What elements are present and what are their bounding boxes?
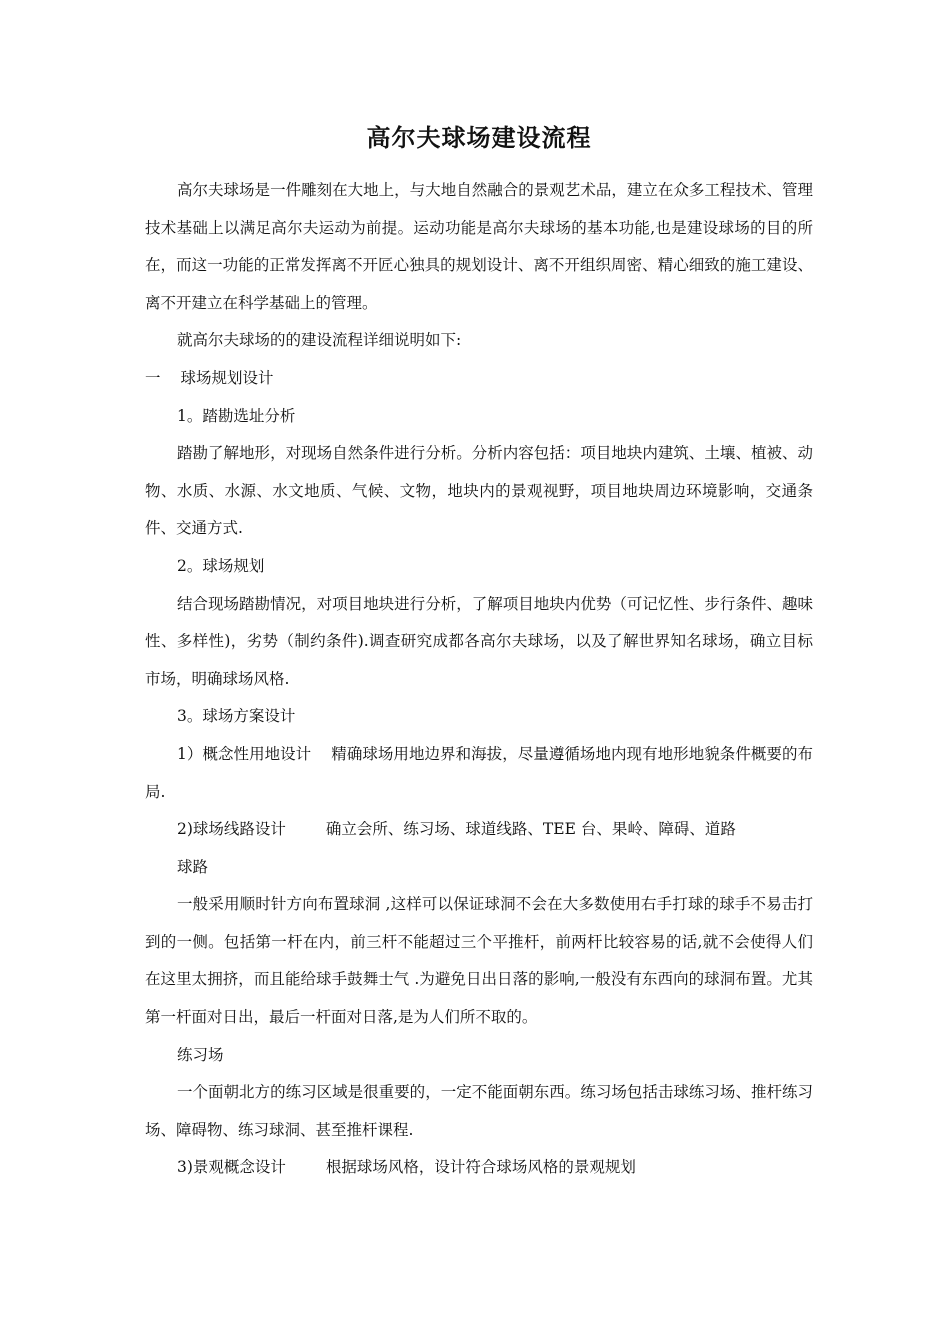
item-1-text: 精确球场用地边界和海拔，尽量遵循场地内现有地形地貌条件概要的布局. [145, 744, 813, 801]
section-number: 一 [145, 368, 161, 387]
subsection-1-body: 踏勘了解地形，对现场自然条件进行分析。分析内容包括：项目地块内建筑、土壤、植被、动物、水质、水源、水文地质、气候、文物，地块内的景观视野，项目地块周边环境影响，交通条件、交通方式. [145, 444, 813, 538]
item-3-text: 根据球场风格，设计符合球场风格的景观规划 [325, 1158, 636, 1177]
subsection-2-body: 结合现场踏勘情况，对项目地块进行分析，了解项目地块内优势（可记忆性、步行条件、趣味性、多样性)，劣势（制约条件).调查研究成都各高尔夫球场，以及了解世界知名球场，确立目标市场，明确球场风格. [145, 594, 813, 688]
item-3-label: 3)景观概念设计 [177, 1158, 286, 1177]
document-title: 高尔夫球场建设流程 [366, 123, 592, 152]
subsection-3-title: 3。球场方案设计 [177, 707, 296, 726]
item-2-text: 确立会所、练习场、球道线路、TEE 台、果岭、障碍、道路 [325, 820, 736, 839]
item-2-body: 一般采用顺时针方向布置球洞 ,这样可以保证球洞不会在大多数使用右手打球的球手不易击打到的一侧。包括第一杆在内，前三杆不能超过三个平推杆，前两杆比较容易的话,就不会使得人们在这里太拥挤，而且能给球手鼓舞士气 .为避免日出日落的影响,一般没有东西向的球洞布置。尤其第一杆面对日出，最后一杆面对日落,是为人们所不取的。 [145, 895, 813, 1027]
item-2-subheading: 球路 [177, 857, 209, 876]
item-3-paragraph [145, 1149, 813, 1187]
practice-title: 练习场 [177, 1045, 224, 1064]
practice-body: 一个面朝北方的练习区域是很重要的，一定不能面朝东西。练习场包括击球练习场、推杆练习场、障碍物、练习球洞、甚至推杆课程. [145, 1083, 813, 1139]
item-1-paragraph [145, 736, 813, 811]
subsection-1-title: 1。踏勘选址分析 [177, 406, 296, 425]
subsection-2-title: 2。球场规划 [177, 556, 265, 575]
item-1-label: 1）概念性用地设计 [177, 744, 312, 763]
lead-paragraph: 就高尔夫球场的的建设流程详细说明如下: [177, 331, 462, 350]
section-title: 球场规划设计 [180, 368, 274, 387]
item-2-paragraph [145, 811, 813, 849]
item-2-label: 2)球场线路设计 [177, 820, 286, 839]
document-page [145, 118, 813, 1187]
section-heading [145, 360, 813, 398]
intro-paragraph: 高尔夫球场是一件雕刻在大地上，与大地自然融合的景观艺术品，建立在众多工程技术、管理技术基础上以满足高尔夫运动为前提。运动功能是高尔夫球场的基本功能,也是建设球场的目的所在，而这一功能的正常发挥离不开匠心独具的规划设计、离不开组织周密、精心细致的施工建设、离不开建立在科学基础上的管理。 [145, 181, 813, 312]
